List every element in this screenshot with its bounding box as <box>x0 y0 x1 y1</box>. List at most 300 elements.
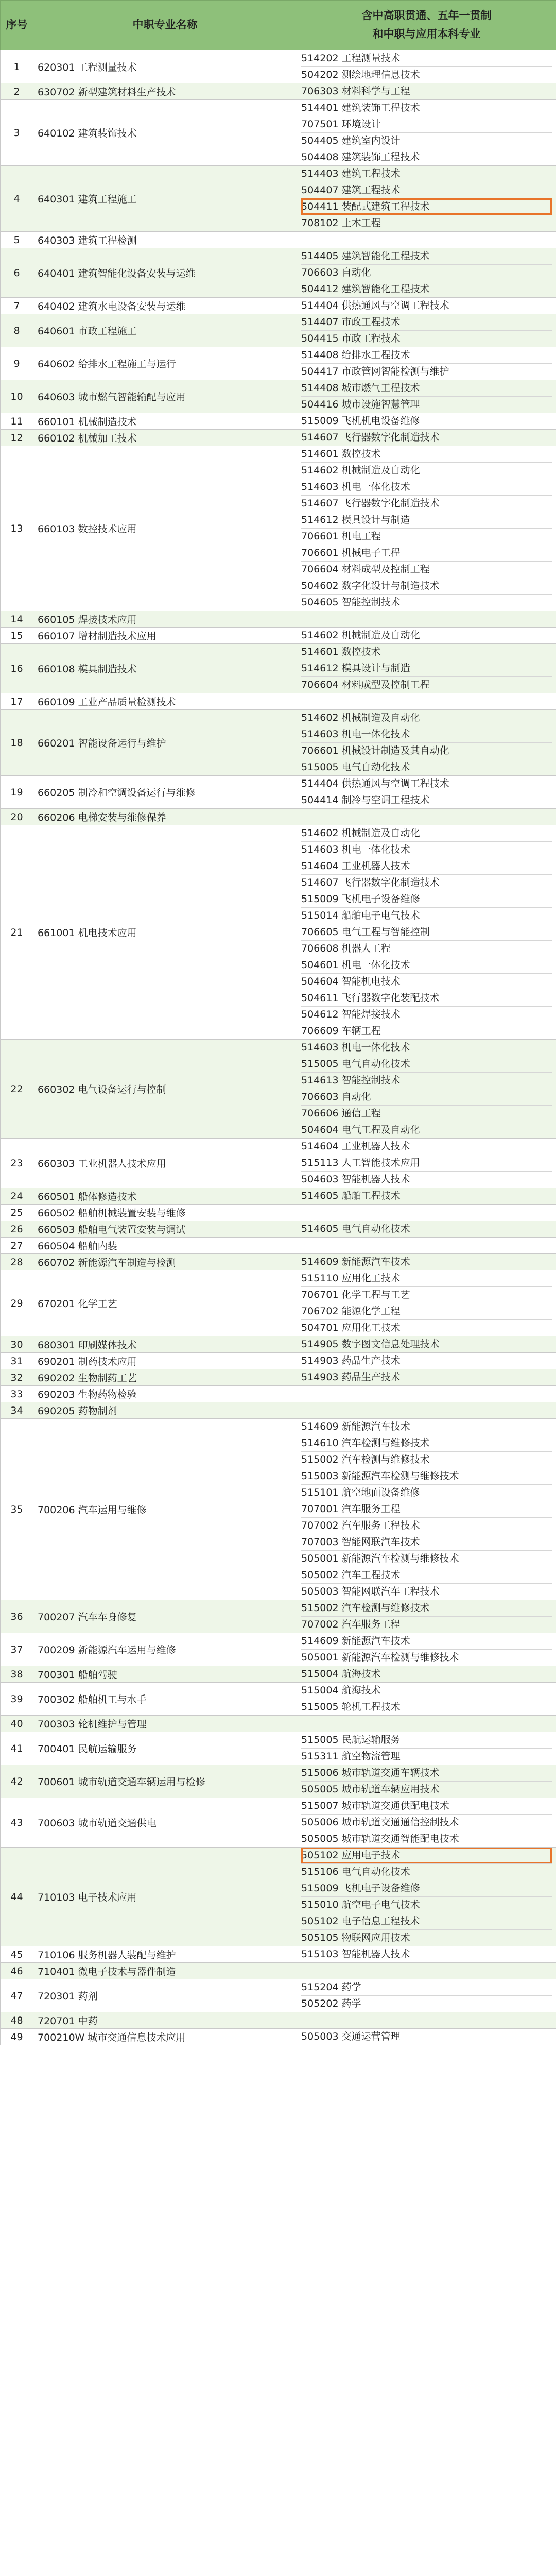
target-major: 505102 电子信息工程技术 <box>301 1913 552 1929</box>
target-major: 505002 汽车工程技术 <box>301 1567 552 1583</box>
row-major: 710401 微电子技术与器件制造 <box>33 1963 297 1979</box>
row-seq: 3 <box>1 100 33 166</box>
row-seq: 39 <box>1 1683 33 1716</box>
row-target-majors <box>297 1369 556 1386</box>
table-row <box>1 298 556 314</box>
target-major: 505001 新能源汽车检测与维修技术 <box>301 1550 552 1567</box>
row-major: 690202 生物制药工艺 <box>33 1369 297 1386</box>
table-row <box>1 232 556 248</box>
row-seq: 25 <box>1 1205 33 1221</box>
target-major: 514607 飞行器数字化制造技术 <box>301 874 552 891</box>
row-target-majors <box>297 1040 556 1139</box>
target-major: 515110 应用化工技术 <box>301 1273 401 1284</box>
target-major: 514613 智能控制技术 <box>301 1072 552 1089</box>
target-major: 504415 市政工程技术 <box>301 330 552 347</box>
row-major: 640603 城市燃气智能输配与应用 <box>33 380 297 413</box>
row-target-majors <box>297 1963 556 1979</box>
table-row <box>1 413 556 430</box>
target-major: 505001 新能源汽车检测与维修技术 <box>301 1649 552 1666</box>
row-major: 660504 船舶内装 <box>33 1238 297 1254</box>
row-seq: 14 <box>1 611 33 628</box>
row-seq: 21 <box>1 825 33 1040</box>
row-target-majors <box>297 1188 556 1205</box>
target-major: 707002 汽车服务工程 <box>301 1616 552 1633</box>
target-major: 515010 航空电子电气技术 <box>301 1896 552 1913</box>
target-major: 514610 汽车检测与维修技术 <box>301 1435 552 1451</box>
target-major: 514602 机械制造及自动化 <box>301 630 420 641</box>
target-major: 504412 建筑智能化工程技术 <box>301 281 552 297</box>
row-major: 620301 工程测量技术 <box>33 50 297 83</box>
row-major: 700301 船舶驾驶 <box>33 1666 297 1683</box>
target-major: 504202 测绘地理信息技术 <box>301 66 552 83</box>
target-major: 504408 建筑装饰工程技术 <box>301 149 552 165</box>
target-major: 515004 航海技术 <box>301 1668 381 1680</box>
row-seq: 27 <box>1 1238 33 1254</box>
target-major: 514601 数控技术 <box>301 448 381 460</box>
row-seq: 45 <box>1 1946 33 1963</box>
target-major: 514603 机电一体化技术 <box>301 1042 410 1053</box>
row-major: 660105 焊接技术应用 <box>33 611 297 628</box>
target-major: 515005 轮机工程技术 <box>301 1699 552 1715</box>
row-major: 660101 机械制造技术 <box>33 413 297 430</box>
target-major: 514601 数控技术 <box>301 646 381 657</box>
header-seq: 序号 <box>1 1 33 50</box>
target-major: 514405 建筑智能化工程技术 <box>301 250 430 262</box>
row-major: 640601 市政工程施工 <box>33 314 297 347</box>
target-major: 504416 城市设施智慧管理 <box>301 396 552 413</box>
target-major: 504611 飞行器数字化装配技术 <box>301 990 552 1006</box>
table-row <box>1 1221 556 1238</box>
row-seq: 13 <box>1 446 33 611</box>
row-major: 700210W 城市交通信息技术应用 <box>33 2029 297 2045</box>
row-major: 640102 建筑装饰技术 <box>33 100 297 166</box>
table-row <box>1 1848 556 1946</box>
row-major: 680301 印刷媒体技术 <box>33 1336 297 1353</box>
row-major: 660103 数控技术应用 <box>33 446 297 611</box>
row-target-majors <box>297 1666 556 1683</box>
row-seq: 46 <box>1 1963 33 1979</box>
target-major: 514404 供热通风与空调工程技术 <box>301 778 449 789</box>
table-row <box>1 1139 556 1188</box>
target-major: 514407 市政工程技术 <box>301 316 401 328</box>
target-major: 706603 自动化 <box>301 264 552 281</box>
target-major: 706605 电气工程与智能控制 <box>301 924 552 940</box>
table-row <box>1 50 556 83</box>
table-row <box>1 430 556 446</box>
row-major: 640303 建筑工程检测 <box>33 232 297 248</box>
row-major: 700303 轮机维护与管理 <box>33 1716 297 1732</box>
target-major: 514202 工程测量技术 <box>301 53 401 64</box>
table-row <box>1 1979 556 2012</box>
row-seq: 44 <box>1 1848 33 1946</box>
target-major: 515005 电气自动化技术 <box>301 759 552 775</box>
row-seq: 35 <box>1 1419 33 1600</box>
target-major: 514612 模具设计与制造 <box>301 660 552 676</box>
table-row <box>1 1336 556 1353</box>
row-major: 660205 制冷和空调设备运行与维修 <box>33 776 297 809</box>
target-major: 514607 飞行器数字化制造技术 <box>301 495 552 512</box>
target-major: 514408 城市燃气工程技术 <box>301 382 420 394</box>
row-seq: 28 <box>1 1254 33 1270</box>
row-target-majors <box>297 693 556 710</box>
target-major: 514602 机械制造及自动化 <box>301 712 420 723</box>
row-target-majors <box>297 825 556 1040</box>
target-major: 504602 数字化设计与制造技术 <box>301 578 552 594</box>
row-target-majors <box>297 1798 556 1848</box>
row-seq: 48 <box>1 2012 33 2029</box>
highlighted-target-major: 505102 应用电子技术 <box>301 1848 552 1863</box>
row-target-majors <box>297 1270 556 1336</box>
target-major: 706608 机器人工程 <box>301 940 552 957</box>
header-major: 中职专业名称 <box>33 1 297 50</box>
target-major: 505006 城市轨道交通通信控制技术 <box>301 1814 552 1831</box>
row-target-majors <box>297 298 556 314</box>
row-seq: 20 <box>1 809 33 825</box>
row-target-majors <box>297 1254 556 1270</box>
table-row <box>1 809 556 825</box>
target-major: 514603 机电一体化技术 <box>301 479 552 495</box>
row-major: 660201 智能设备运行与维护 <box>33 710 297 776</box>
row-seq: 37 <box>1 1633 33 1666</box>
row-target-majors <box>297 50 556 83</box>
table-row <box>1 1238 556 1254</box>
row-target-majors <box>297 1238 556 1254</box>
target-major: 514604 工业机器人技术 <box>301 1141 410 1152</box>
row-target-majors <box>297 1848 556 1946</box>
row-target-majors <box>297 248 556 298</box>
target-major: 514604 工业机器人技术 <box>301 858 552 874</box>
row-target-majors <box>297 2029 556 2045</box>
table-row <box>1 644 556 693</box>
target-major: 504604 电气工程及自动化 <box>301 1122 552 1138</box>
row-seq: 36 <box>1 1600 33 1633</box>
target-major: 504701 应用化工技术 <box>301 1319 552 1336</box>
target-major: 706606 通信工程 <box>301 1105 552 1122</box>
row-target-majors <box>297 1353 556 1369</box>
table-row <box>1 1205 556 1221</box>
row-target-majors <box>297 314 556 347</box>
target-major: 514408 给排水工程技术 <box>301 349 410 361</box>
target-major: 505005 城市轨道车辆应用技术 <box>301 1781 552 1798</box>
target-major: 706701 化学工程与工艺 <box>301 1286 552 1303</box>
row-target-majors <box>297 446 556 611</box>
row-seq: 16 <box>1 644 33 693</box>
table-row <box>1 1946 556 1963</box>
row-seq: 32 <box>1 1369 33 1386</box>
row-seq: 23 <box>1 1139 33 1188</box>
target-major: 515006 城市轨道交通车辆技术 <box>301 1767 440 1778</box>
row-major: 660503 船舶电气装置安装与调试 <box>33 1221 297 1238</box>
target-major: 515004 航海技术 <box>301 1685 381 1696</box>
table-row <box>1 611 556 628</box>
row-seq: 2 <box>1 83 33 100</box>
table-row <box>1 248 556 298</box>
row-target-majors <box>297 776 556 809</box>
row-seq: 43 <box>1 1798 33 1848</box>
header-target <box>297 1 556 50</box>
table-row <box>1 1188 556 1205</box>
row-seq: 19 <box>1 776 33 809</box>
row-seq: 11 <box>1 413 33 430</box>
target-major: 706702 能源化学工程 <box>301 1303 552 1319</box>
row-target-majors <box>297 1683 556 1716</box>
target-major: 514401 建筑装饰工程技术 <box>301 102 420 113</box>
target-major: 706303 材料科学与工程 <box>301 86 410 97</box>
target-major: 706604 材料成型及控制工程 <box>301 676 552 693</box>
row-major: 660702 新能源汽车制造与检测 <box>33 1254 297 1270</box>
row-target-majors <box>297 1221 556 1238</box>
target-major: 707002 汽车服务工程技术 <box>301 1517 552 1534</box>
row-major: 690203 生物药物检验 <box>33 1386 297 1402</box>
row-seq: 33 <box>1 1386 33 1402</box>
row-major: 700302 船舶机工与水手 <box>33 1683 297 1716</box>
row-major: 640602 给排水工程施工与运行 <box>33 347 297 380</box>
row-major: 660501 船体修造技术 <box>33 1188 297 1205</box>
table-row <box>1 2012 556 2029</box>
row-target-majors <box>297 1946 556 1963</box>
row-major: 700401 民航运输服务 <box>33 1732 297 1765</box>
target-major: 515106 电气自动化技术 <box>301 1863 552 1880</box>
table-row <box>1 83 556 100</box>
target-major: 707001 汽车服务工程 <box>301 1501 552 1517</box>
row-major: 660102 机械加工技术 <box>33 430 297 446</box>
row-target-majors <box>297 100 556 166</box>
row-major: 630702 新型建筑材料生产技术 <box>33 83 297 100</box>
target-major: 514903 药品生产技术 <box>301 1355 401 1366</box>
target-major: 504604 智能机电技术 <box>301 973 552 990</box>
target-major: 706609 车辆工程 <box>301 1023 552 1039</box>
target-major: 514603 机电一体化技术 <box>301 841 552 858</box>
row-target-majors <box>297 1633 556 1666</box>
row-target-majors <box>297 413 556 430</box>
table-row <box>1 1716 556 1732</box>
target-major: 514403 建筑工程技术 <box>301 168 401 179</box>
target-major: 706601 机械电子工程 <box>301 545 552 561</box>
table-row <box>1 1040 556 1139</box>
target-major: 515009 飞机电子设备维修 <box>301 1880 552 1896</box>
row-seq: 9 <box>1 347 33 380</box>
table-row <box>1 1683 556 1716</box>
target-major: 504414 制冷与空调工程技术 <box>301 792 552 808</box>
row-seq: 17 <box>1 693 33 710</box>
row-seq: 18 <box>1 710 33 776</box>
target-major: 514605 船舶工程技术 <box>301 1190 401 1201</box>
row-target-majors <box>297 1765 556 1798</box>
table-row <box>1 166 556 232</box>
row-seq: 1 <box>1 50 33 83</box>
row-seq: 10 <box>1 380 33 413</box>
table-row <box>1 1369 556 1386</box>
row-seq: 47 <box>1 1979 33 2012</box>
row-major: 660303 工业机器人技术应用 <box>33 1139 297 1188</box>
target-major: 515009 飞机电子设备维修 <box>301 891 552 907</box>
target-major: 515002 汽车检测与维修技术 <box>301 1602 430 1614</box>
row-target-majors <box>297 1419 556 1600</box>
row-major: 640402 建筑水电设备安装与运维 <box>33 298 297 314</box>
row-seq: 4 <box>1 166 33 232</box>
target-major: 515009 飞机机电设备维修 <box>301 415 420 427</box>
row-target-majors <box>297 1600 556 1633</box>
table-row <box>1 1419 556 1600</box>
row-major: 720301 药剂 <box>33 1979 297 2012</box>
row-target-majors <box>297 809 556 825</box>
table-row <box>1 2029 556 2045</box>
table-header <box>1 1 556 50</box>
row-seq: 42 <box>1 1765 33 1798</box>
row-major: 700601 城市轨道交通车辆运用与检修 <box>33 1765 297 1798</box>
row-major: 670201 化学工艺 <box>33 1270 297 1336</box>
table-row <box>1 1402 556 1419</box>
table-row <box>1 1353 556 1369</box>
row-target-majors <box>297 611 556 628</box>
target-major: 515002 汽车检测与维修技术 <box>301 1451 552 1468</box>
target-major: 515204 药学 <box>301 1981 361 1993</box>
target-major: 514607 飞行器数字化制造技术 <box>301 432 440 443</box>
target-major: 515311 航空物流管理 <box>301 1748 552 1765</box>
row-major: 640401 建筑智能化设备安装与运维 <box>33 248 297 298</box>
table-body <box>1 50 556 2045</box>
table-row <box>1 1963 556 1979</box>
target-major: 504605 智能控制技术 <box>301 594 552 611</box>
row-seq: 8 <box>1 314 33 347</box>
header-target-line2: 和中职与应用本科专业 <box>372 28 481 40</box>
target-major: 706603 自动化 <box>301 1089 552 1105</box>
row-major: 660108 模具制造技术 <box>33 644 297 693</box>
row-seq: 40 <box>1 1716 33 1732</box>
row-major: 710106 服务机器人装配与维护 <box>33 1946 297 1963</box>
row-target-majors <box>297 380 556 413</box>
row-major: 661001 机电技术应用 <box>33 825 297 1040</box>
target-major: 504417 市政管网智能检测与维护 <box>301 363 552 380</box>
row-target-majors <box>297 1402 556 1419</box>
target-major: 515103 智能机器人技术 <box>301 1948 410 1960</box>
header-target-line1: 含中高职贯通、五年一贯制 <box>361 9 492 22</box>
row-seq: 24 <box>1 1188 33 1205</box>
row-major: 660109 工业产品质量检测技术 <box>33 693 297 710</box>
table-row <box>1 1270 556 1336</box>
target-major: 515005 民航运输服务 <box>301 1734 401 1745</box>
table-row <box>1 1633 556 1666</box>
target-major: 505003 智能网联汽车工程技术 <box>301 1583 552 1600</box>
row-target-majors <box>297 1205 556 1221</box>
target-major: 706601 机械设计制造及其自动化 <box>301 742 552 759</box>
row-target-majors <box>297 1386 556 1402</box>
row-major: 710103 电子技术应用 <box>33 1848 297 1946</box>
table-row <box>1 776 556 809</box>
target-major: 504601 机电一体化技术 <box>301 957 552 973</box>
target-major: 504407 建筑工程技术 <box>301 182 552 198</box>
row-seq: 34 <box>1 1402 33 1419</box>
row-major: 690205 药物制剂 <box>33 1402 297 1419</box>
row-major: 660107 增材制造技术应用 <box>33 628 297 644</box>
table-row <box>1 710 556 776</box>
row-target-majors <box>297 1979 556 2012</box>
row-seq: 30 <box>1 1336 33 1353</box>
row-seq: 26 <box>1 1221 33 1238</box>
row-major: 660206 电梯安装与维修保养 <box>33 809 297 825</box>
target-major: 514602 机械制造及自动化 <box>301 827 420 839</box>
row-major: 700209 新能源汽车运用与维修 <box>33 1633 297 1666</box>
target-major: 505005 城市轨道交通智能配电技术 <box>301 1831 552 1847</box>
table-row <box>1 1666 556 1683</box>
row-seq: 15 <box>1 628 33 644</box>
target-major: 515007 城市轨道交通供配电技术 <box>301 1800 449 1811</box>
row-major: 720701 中药 <box>33 2012 297 2029</box>
table-row <box>1 1386 556 1402</box>
target-major: 514903 药品生产技术 <box>301 1371 401 1383</box>
row-seq: 49 <box>1 2029 33 2045</box>
target-major: 514404 供热通风与空调工程技术 <box>301 300 449 311</box>
row-target-majors <box>297 644 556 693</box>
row-target-majors <box>297 1139 556 1188</box>
target-major: 515101 航空地面设备维修 <box>301 1484 552 1501</box>
row-target-majors <box>297 83 556 100</box>
table-row <box>1 693 556 710</box>
target-major: 708102 土木工程 <box>301 215 552 231</box>
target-major: 504603 智能机器人技术 <box>301 1171 552 1188</box>
target-major: 706601 机电工程 <box>301 528 552 545</box>
table-row <box>1 825 556 1040</box>
row-target-majors <box>297 2012 556 2029</box>
row-target-majors <box>297 232 556 248</box>
target-major: 514605 电气自动化技术 <box>301 1223 410 1234</box>
row-seq: 5 <box>1 232 33 248</box>
row-major: 700207 汽车车身修复 <box>33 1600 297 1633</box>
target-major: 707501 环境设计 <box>301 116 552 132</box>
target-major: 707003 智能网联汽车技术 <box>301 1534 552 1550</box>
table-row <box>1 1765 556 1798</box>
target-major: 514609 新能源汽车技术 <box>301 1256 410 1267</box>
highlighted-target-major: 504411 装配式建筑工程技术 <box>301 198 552 215</box>
target-major: 515113 人工智能技术应用 <box>301 1155 552 1171</box>
row-major: 660502 船舶机械装置安装与维修 <box>33 1205 297 1221</box>
row-seq: 22 <box>1 1040 33 1139</box>
row-target-majors <box>297 1716 556 1732</box>
table-row <box>1 380 556 413</box>
row-seq: 29 <box>1 1270 33 1336</box>
row-target-majors <box>297 1732 556 1765</box>
row-major: 640301 建筑工程施工 <box>33 166 297 232</box>
row-seq: 12 <box>1 430 33 446</box>
row-major: 700206 汽车运用与维修 <box>33 1419 297 1600</box>
row-target-majors <box>297 710 556 776</box>
target-major: 515005 电气自动化技术 <box>301 1056 552 1072</box>
target-major: 706604 材料成型及控制工程 <box>301 561 552 578</box>
row-target-majors <box>297 347 556 380</box>
target-major: 515003 新能源汽车检测与维修技术 <box>301 1468 552 1484</box>
table-row <box>1 1732 556 1765</box>
target-major: 514612 模具设计与制造 <box>301 512 552 528</box>
row-target-majors <box>297 1336 556 1353</box>
target-major: 514609 新能源汽车技术 <box>301 1635 410 1647</box>
row-seq: 6 <box>1 248 33 298</box>
row-major: 700603 城市轨道交通供电 <box>33 1798 297 1848</box>
table-row <box>1 100 556 166</box>
row-seq: 31 <box>1 1353 33 1369</box>
target-major: 505003 交通运营管理 <box>301 2031 401 2042</box>
table-row <box>1 446 556 611</box>
table-row <box>1 1600 556 1633</box>
target-major: 514609 新能源汽车技术 <box>301 1421 410 1432</box>
row-major: 690201 制药技术应用 <box>33 1353 297 1369</box>
target-major: 505202 药学 <box>301 1995 552 2012</box>
table-row <box>1 1798 556 1848</box>
row-target-majors <box>297 166 556 232</box>
target-major: 504405 建筑室内设计 <box>301 132 552 149</box>
target-major: 514905 数字图文信息处理技术 <box>301 1338 440 1350</box>
row-seq: 38 <box>1 1666 33 1683</box>
target-major: 505105 物联网应用技术 <box>301 1929 552 1946</box>
